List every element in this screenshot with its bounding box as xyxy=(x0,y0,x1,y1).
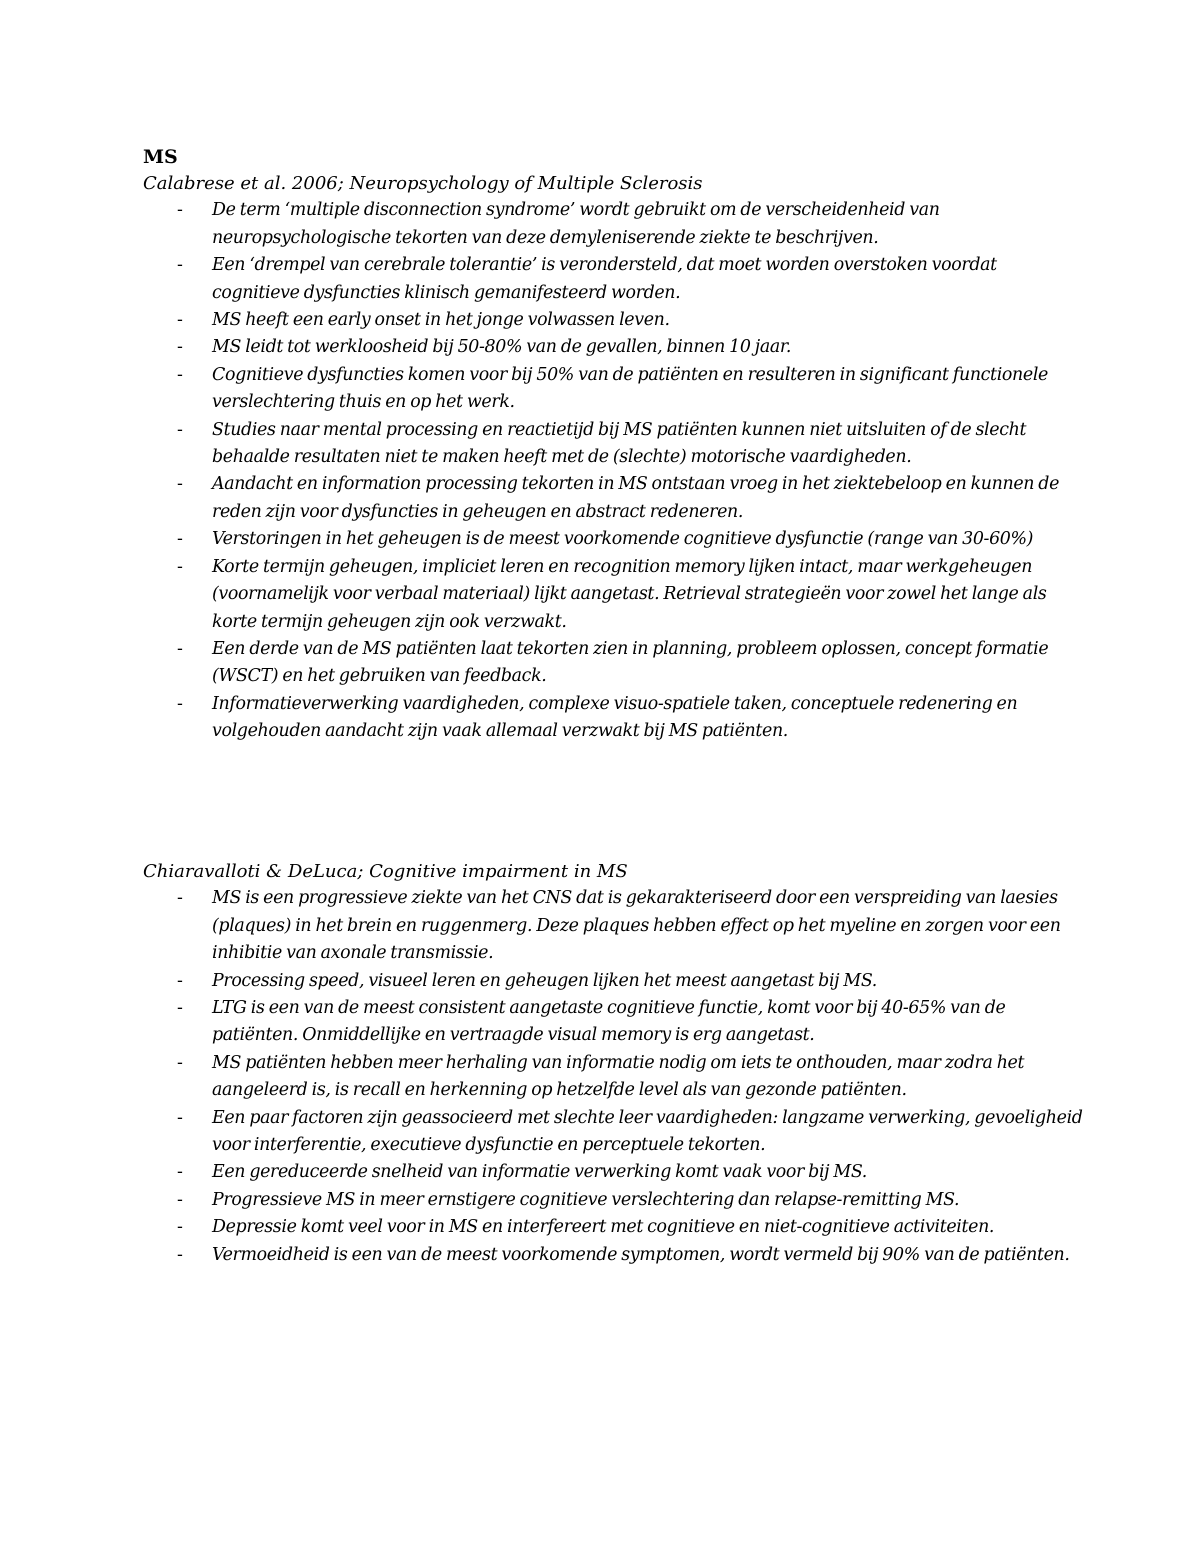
dash-bullet: - xyxy=(177,693,183,714)
section-chiaravalloti xyxy=(143,858,1083,1269)
dash-bullet: - xyxy=(177,1244,183,1265)
list-item-text: Een derde van de MS patiënten laat tekorten zien in planning, probleem oplossen, concept formatie (WSCT) en het gebruiken van feedback. xyxy=(212,638,1049,687)
section-reference: Calabrese et al. 2006; Neuropsychology of Multiple Sclerosis xyxy=(143,173,703,194)
dash-bullet: - xyxy=(177,1107,183,1128)
dash-bullet: - xyxy=(177,474,183,495)
list-item xyxy=(143,417,1083,472)
list-item xyxy=(143,554,1083,636)
list-item-text: Progressieve MS in meer ernstigere cognitieve verslechtering dan relapse-remitting MS. xyxy=(212,1189,960,1210)
list-item xyxy=(143,1214,1083,1241)
dash-bullet: - xyxy=(177,1162,183,1183)
list-item xyxy=(143,1187,1083,1214)
list-item-text: Cognitieve dysfuncties komen voor bij 50% van de patiënten en resulteren in significant functionele verslechtering thuis en op het werk. xyxy=(212,364,1048,413)
list-item-text: MS patiënten hebben meer herhaling van informatie nodig om iets te onthouden, maar zodra het aangeleerd is, is recall en herkenning op hetzelfde level als van gezonde patiënten. xyxy=(212,1052,1025,1101)
dash-bullet: - xyxy=(177,888,183,909)
list-item xyxy=(143,968,1083,995)
list-item-text: De term ‘multiple disconnection syndrome’ wordt gebruikt om de verscheidenheid van neuropsychologische tekorten van deze demyleniserende ziekte te beschrijven. xyxy=(212,200,940,248)
list-item xyxy=(143,1159,1083,1186)
list-item-text: MS heeft een early onset in het jonge volwassen leven. xyxy=(212,310,670,331)
list-item xyxy=(143,334,1083,361)
dash-bullet: - xyxy=(177,364,183,385)
list-item-text: Aandacht en information processing tekorten in MS ontstaan vroeg in het ziektebeloop en kunnen de reden zijn voor dysfuncties in geheugen en abstract redeneren. xyxy=(212,474,1060,522)
list-item-text: Informatieverwerking vaardigheden, complexe visuo-spatiele taken, conceptuele redenering en volgehouden aandacht zijn vaak allemaal verzwakt bij MS patiënten. xyxy=(212,693,1018,742)
dash-bullet: - xyxy=(177,1217,183,1238)
dash-bullet: - xyxy=(177,1189,183,1210)
list-item xyxy=(143,526,1083,553)
page-title: MS xyxy=(143,146,178,168)
list-item xyxy=(143,471,1083,526)
list-item xyxy=(143,307,1083,334)
dash-bullet: - xyxy=(177,337,183,358)
dash-bullet: - xyxy=(177,998,183,1019)
bullet-list xyxy=(143,197,1083,745)
list-item-text: Depressie komt veel voor in MS en interfereert met cognitieve en niet-cognitieve activiteiten. xyxy=(212,1217,995,1238)
list-item-text: Een ‘drempel van cerebrale tolerantie’ is verondersteld, dat moet worden overstoken voordat cognitieve dysfuncties klinisch gemanifesteerd worden. xyxy=(212,255,997,303)
list-item xyxy=(143,1050,1083,1105)
dash-bullet: - xyxy=(177,638,183,659)
dash-bullet: - xyxy=(177,200,183,221)
list-item-text: Vermoeidheid is een van de meest voorkomende symptomen, wordt vermeld bij 90% van de patiënten. xyxy=(212,1244,1070,1265)
dash-bullet: - xyxy=(177,1052,183,1073)
dash-bullet: - xyxy=(177,255,183,276)
list-item xyxy=(143,885,1083,967)
list-item xyxy=(143,252,1083,307)
list-item-text: Verstoringen in het geheugen is de meest voorkomende cognitieve dysfunctie (range van 30-60%) xyxy=(212,529,1034,550)
list-item xyxy=(143,362,1083,417)
list-item-text: LTG is een van de meest consistent aangetaste cognitieve functie, komt voor bij 40-65% van de patiënten. Onmiddellijke en vertraagde visual memory is erg aangetast. xyxy=(212,998,1006,1046)
dash-bullet: - xyxy=(177,529,183,550)
list-item xyxy=(143,636,1083,691)
list-item-text: Een paar factoren zijn geassocieerd met slechte leer vaardigheden: langzame verwerking, gevoeligheid voor interferentie, executieve dysfunctie en perceptuele tekorten. xyxy=(212,1107,1083,1156)
list-item xyxy=(143,1242,1083,1269)
dash-bullet: - xyxy=(177,419,183,440)
section-calabrese xyxy=(143,170,1083,746)
list-item-text: MS is een progressieve ziekte van het CNS dat is gekarakteriseerd door een verspreiding van laesies (plaques) in het brein en ruggenmerg. Deze plaques hebben effect op het myeline en zorgen voor een inhibitie van axonale transmissie. xyxy=(212,888,1061,964)
list-item-text: MS leidt tot werkloosheid bij 50-80% van de gevallen, binnen 10 jaar. xyxy=(212,337,792,358)
dash-bullet: - xyxy=(177,556,183,577)
list-item-text: Processing speed, visueel leren en geheugen lijken het meest aangetast bij MS. xyxy=(212,970,877,991)
list-item-text: Korte termijn geheugen, impliciet leren en recognition memory lijken intact, maar werkgeheugen (voornamelijk voor verbaal materiaal) lijkt aangetast. Retrieval strategieën voor zowel het lange als korte termijn geheugen zijn ook verzwakt. xyxy=(212,556,1047,632)
list-item-text: Studies naar mental processing en reactietijd bij MS patiënten kunnen niet uitsluiten of de slecht behaalde resultaten niet te maken heeft met de (slechte) motorische vaardigheden. xyxy=(212,419,1027,468)
list-item-text: Een gereduceerde snelheid van informatie verwerking komt vaak voor bij MS. xyxy=(212,1162,867,1183)
list-item xyxy=(143,691,1083,746)
section-reference: Chiaravalloti & DeLuca; Cognitive impairment in MS xyxy=(143,861,628,882)
dash-bullet: - xyxy=(177,970,183,991)
list-item xyxy=(143,995,1083,1050)
list-item xyxy=(143,197,1083,252)
list-item xyxy=(143,1105,1083,1160)
bullet-list xyxy=(143,885,1083,1269)
dash-bullet: - xyxy=(177,310,183,331)
